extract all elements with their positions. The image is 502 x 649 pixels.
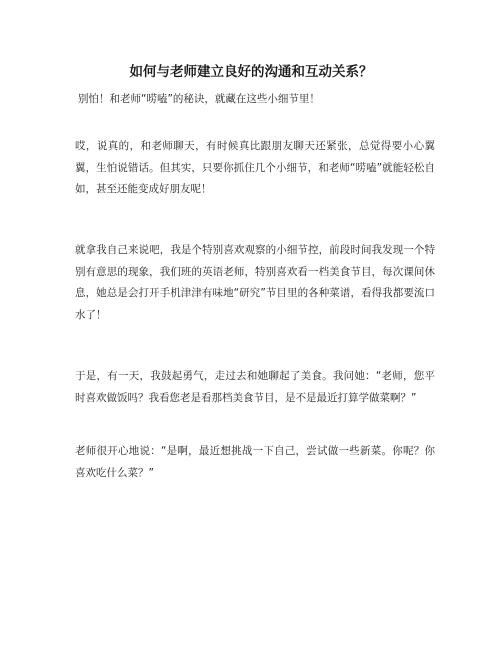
paragraph-3: 于是，有一天，我鼓起勇气，走过去和她聊起了美食。我问她：“老师，您平时喜欢做饭吗？我看您老是看那档美食节目，是不是最近打算学做菜啊？”	[75, 370, 435, 404]
paragraph-1: 哎，说真的，和老师聊天，有时候真比跟朋友聊天还紧张，总觉得要小心翼翼，生怕说错话。但其实，只要你抓住几个小细节，和老师“唠嗑”就能轻松自如，甚至还能变成好朋友呢！	[75, 140, 435, 195]
document-subtitle: 别怕！和老师“唠嗑”的秘诀，就藏在这些小细节里！	[78, 93, 320, 105]
document-title: 如何与老师建立良好的沟通和互动关系？	[129, 64, 373, 80]
paragraph-4: 老师很开心地说：“是啊，最近想挑战一下自己，尝试做一些新菜。你呢？你喜欢吃什么菜？”	[75, 445, 435, 479]
paragraph-2: 就拿我自己来说吧，我是个特别喜欢观察的小细节控，前段时间我发现一个特别有意思的现象，我们班的英语老师，特别喜欢看一档美食节目，每次课间休息，她总是会打开手机津津有味地“研究”节目里的各种菜谱，看得我都要流口水了！	[75, 244, 435, 321]
